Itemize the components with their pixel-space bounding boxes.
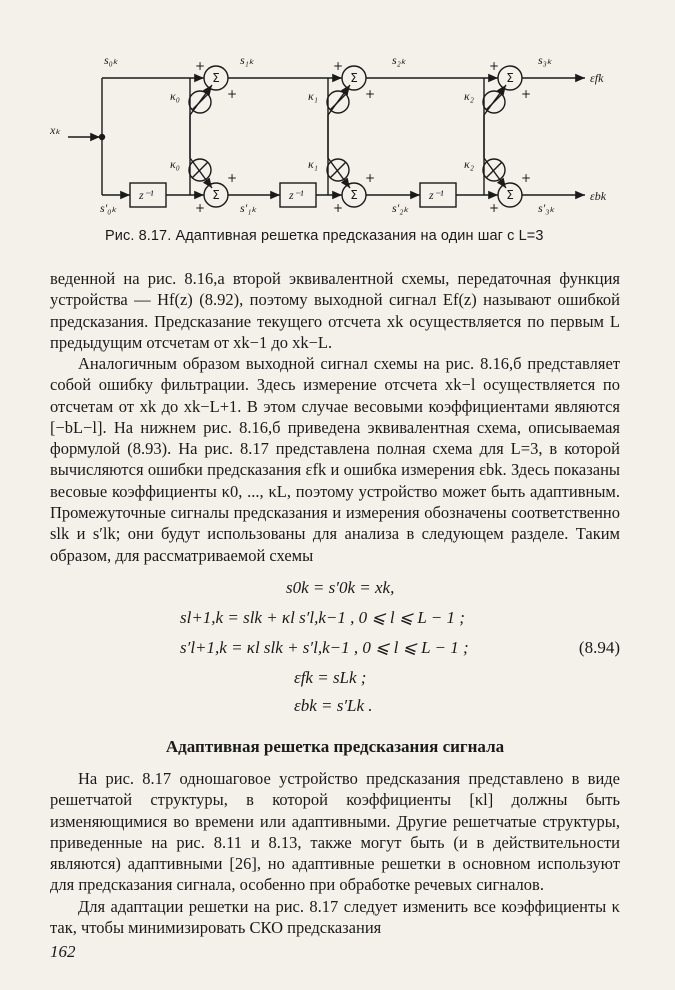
equation-3: s′l+1,k = κl slk + s′l,k−1 , 0 ⩽ l ⩽ L − 1 ; bbox=[180, 638, 469, 657]
label-k1-top: κ₁ bbox=[308, 89, 318, 103]
plus-sign: + bbox=[226, 171, 238, 185]
label-s3k-prime: s′₃ₖ bbox=[538, 201, 555, 215]
plus-sign: + bbox=[194, 59, 206, 73]
label-ebk: εbk bbox=[590, 189, 607, 203]
equation-1: s0k = s′0k = xk, bbox=[286, 578, 395, 597]
paragraph-2: Аналогичным образом выходной сигнал схемы на рис. 8.16,б представляет собой ошибку фильтрации. Здесь измерение отсчета xk−l осуществляется по отсчетам от xk до xk−L+1. В этом случае весовыми коэффициентами являются [−bL−l]. На нижнем рис. 8.16,б приведена эквивалентная схема, описываемая формулой (8.93). На рис. 8.17 представлена полная схема для L=3, в которой вычисляются ошибки предсказания εfk и ошибка измерения εbk. Здесь показаны весовые коэффициенты κ0, ..., κL, поэтому устройство может быть адаптивным. Промежуточные сигналы предсказания и измерения обозначены соответственно slk и s′lk; они будут использованы для анализа в следующем разделе. Таким образом, для рассматриваемой схемы bbox=[50, 354, 620, 565]
equation-4: εfk = sLk ; bbox=[294, 668, 367, 687]
label-k2-top: κ₂ bbox=[464, 89, 474, 103]
paragraph-4: Для адаптации решетки на рис. 8.17 следует изменить все коэффициенты κ так, чтобы минимизировать СКО предсказания bbox=[50, 897, 620, 938]
label-xk: xₖ bbox=[50, 123, 61, 137]
label-s2k-prime: s′₂ₖ bbox=[392, 201, 409, 215]
label-k2-bottom: κ₂ bbox=[464, 157, 474, 171]
label-s1k-prime: s′₁ₖ bbox=[240, 201, 257, 215]
equation-5: εbk = s′Lk . bbox=[294, 696, 373, 715]
sum-icon: Σ bbox=[350, 188, 358, 202]
label-s0k: s₀ₖ bbox=[104, 53, 118, 67]
section-heading: Адаптивная решетка предсказания сигнала bbox=[165, 737, 505, 756]
sum-icon: Σ bbox=[506, 71, 514, 85]
plus-sign: + bbox=[364, 87, 376, 101]
plus-sign: + bbox=[520, 171, 532, 185]
plus-sign: + bbox=[226, 87, 238, 101]
sum-icon: Σ bbox=[350, 71, 358, 85]
sum-icon: Σ bbox=[212, 71, 220, 85]
label-k0-top: κ₀ bbox=[170, 89, 180, 103]
sum-icon: Σ bbox=[506, 188, 514, 202]
plus-sign: + bbox=[332, 59, 344, 73]
label-k1-bottom: κ₁ bbox=[308, 157, 318, 171]
equation-2: sl+1,k = slk + κl s′l,k−1 , 0 ⩽ l ⩽ L − 1 ; bbox=[180, 608, 465, 627]
label-s3k: s₃ₖ bbox=[538, 53, 552, 67]
figure-caption: Рис. 8.17. Адаптивная решетка предсказания на один шаг с L=3 bbox=[105, 228, 544, 244]
plus-sign: + bbox=[364, 171, 376, 185]
equation-number: (8.94) bbox=[578, 638, 620, 657]
paragraph-3: На рис. 8.17 одношаговое устройство предсказания представлено в виде решетчатой структуры, в которой коэффициенты [κl] должны быть изменяющимися во времени или адаптивными. Другие решетчатые структуры, приведенные на рис. 8.11 и 8.13, также могут быть (и в действительности являются) адаптивными [26], но адаптивные решетки в основном используют для предсказания сигнала, особенно при обработке речевых сигналов. bbox=[50, 769, 620, 895]
equation-block-8-94 bbox=[50, 578, 620, 718]
plus-sign: + bbox=[488, 201, 500, 215]
delay-label-1: z⁻¹ bbox=[289, 188, 304, 202]
lattice-diagram bbox=[30, 40, 620, 220]
plus-sign: + bbox=[332, 201, 344, 215]
delay-label-2: z⁻¹ bbox=[429, 188, 444, 202]
plus-sign: + bbox=[520, 87, 532, 101]
paragraph-1: веденной на рис. 8.16,а второй эквивалентной схемы, передаточная функция устройства — Hf(z) (8.92), поэтому выходной сигнал Ef(z) называют ошибкой предсказания. Предсказание текущего отсчета xk осуществляется по первым L предыдущим отсчетам от xk−1 до xk−L. bbox=[50, 269, 620, 352]
delay-label-0: z⁻¹ bbox=[139, 188, 154, 202]
label-efk: εfk bbox=[590, 71, 604, 85]
plus-sign: + bbox=[194, 201, 206, 215]
sum-icon: Σ bbox=[212, 188, 220, 202]
plus-sign: + bbox=[488, 59, 500, 73]
label-s0k-prime: s′₀ₖ bbox=[100, 201, 117, 215]
page-number: 162 bbox=[50, 942, 76, 961]
label-k0-bottom: κ₀ bbox=[170, 157, 180, 171]
label-s2k: s₂ₖ bbox=[392, 53, 406, 67]
label-s1k: s₁ₖ bbox=[240, 53, 254, 67]
